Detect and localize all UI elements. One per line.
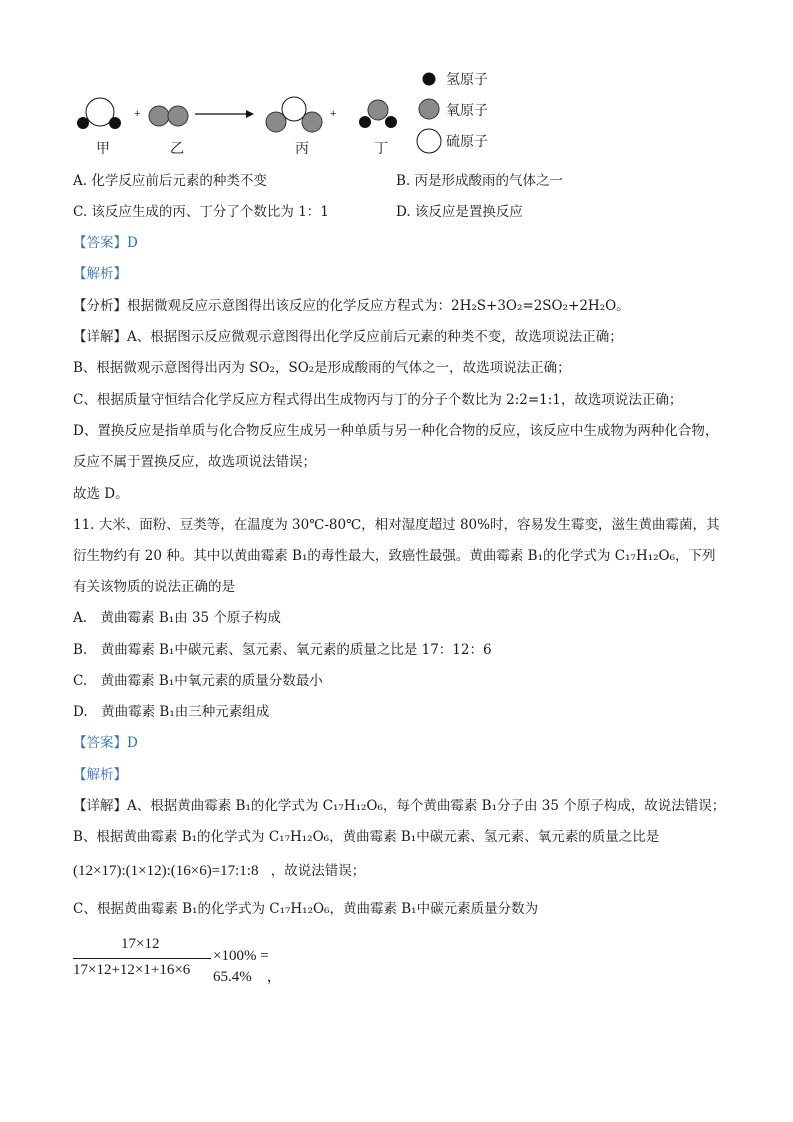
legend-hydrogen-symbol: [423, 73, 436, 86]
legend-oxygen-name: 氧原子: [446, 103, 488, 119]
q11-option-c: C. 黄曲霉素 B₁中氧元素的质量分数最小: [73, 673, 323, 689]
label-bing: 丙: [295, 141, 309, 157]
molecule-jia: [77, 98, 121, 129]
mass-ratio-expression: (12×17):(1×12):(16×6)=17:1:8: [73, 863, 259, 879]
q11-answer: 【答案】D: [73, 735, 138, 751]
q10-option-b: B. 丙是形成酸雨的气体之一: [396, 173, 564, 189]
molecule-bing: [266, 97, 322, 132]
legend-hydrogen-name: 氢原子: [446, 72, 488, 88]
plus-sign-1: +: [134, 108, 141, 120]
q10-option-a: A. 化学反应前后元素的种类不变: [73, 173, 267, 189]
label-ding: 丁: [374, 141, 388, 157]
q11-detail-b: B、根据黄曲霉素 B₁的化学式为 C₁₇H₁₂O₆，黄曲霉素 B₁中碳元素、氢元素、氧元素的质量之比是: [73, 829, 660, 845]
q11-stem-line3: 有关该物质的说法正确的是: [73, 579, 235, 595]
q10-analysis-heading: 【解析】: [73, 266, 127, 282]
molecule-ding: [359, 100, 397, 128]
q10-detail-b: B、根据微观示意图得出丙为 SO₂，SO₂是形成酸雨的气体之一，故选项说法正确；: [73, 360, 571, 376]
q11-mass-ratio: [73, 862, 365, 880]
q11-analysis-heading: 【解析】: [73, 767, 127, 783]
q10-conclusion: 故选 D。: [73, 486, 129, 502]
q10-detail-d-line1: D、置换反应是指单质与化合物反应生成另一种单质与另一种化合物的反应，该反应中生成物为两种化合物，: [73, 423, 719, 439]
q10-detail-d-line2: 反应不属于置换反应，故选项说法错误；: [73, 454, 316, 470]
reaction-diagram: [60, 62, 500, 162]
q11-stem-line1: 11. 大米、面粉、豆类等，在温度为 30℃-80℃，相对湿度超过 80%时，容易发生霉变，滋生黄曲霉菌，其: [73, 517, 720, 533]
q11-option-d: D. 黄曲霉素 B₁由三种元素组成: [73, 704, 270, 720]
q10-option-d: D. 该反应是置换反应: [396, 204, 523, 220]
q11-detail-c: C、根据黄曲霉素 B₁的化学式为 C₁₇H₁₂O₆，黄曲霉素 B₁中碳元素质量分数为: [73, 901, 539, 917]
q10-detail-c: C、根据质量守恒结合化学反应方程式得出生成物丙与丁的分子个数比为 2:2=1:1，故选项说法正确；: [73, 392, 683, 408]
fraction-bar: [73, 958, 211, 959]
q11-option-b: B. 黄曲霉素 B₁中碳元素、氢元素、氧元素的质量之比是 17：12：6: [73, 642, 492, 658]
plus-sign-2: +: [330, 108, 337, 120]
label-jia: 甲: [96, 141, 110, 157]
legend-sulfur-name: 硫原子: [446, 134, 488, 150]
reaction-arrow: [195, 110, 254, 118]
fraction-result: ×100% = 65.4% ，: [213, 948, 282, 985]
q10-detail-a: 【详解】A、根据图示反应微观示意图得出化学反应前后元素的种类不变，故选项说法正确；: [73, 329, 623, 345]
q10-fenxi: 【分析】根据微观反应示意图得出该反应的化学反应方程式为：2H₂S+3O₂=2SO₂+2H₂O。: [73, 298, 630, 314]
q10-option-c: C. 该反应生成的丙、丁分了个数比为 1：1: [73, 204, 329, 220]
molecule-yi: [149, 106, 188, 126]
fraction-numerator: 17×12: [121, 936, 160, 952]
q11-option-a: A. 黄曲霉素 B₁由 35 个原子构成: [73, 610, 281, 626]
fraction-denominator: 17×12+12×1+16×6: [73, 962, 191, 978]
legend-oxygen-symbol: [419, 99, 439, 119]
label-yi: 乙: [170, 141, 184, 157]
q11-detail-a: 【详解】A、根据黄曲霉素 B₁的化学式为 C₁₇H₁₂O₆，每个黄曲霉素 B₁分子由 35 个原子构成，故说法错误；: [73, 798, 726, 814]
q11-stem-line2: 衍生物约有 20 种。其中以黄曲霉素 B₁的毒性最大，致癌性最强。黄曲霉素 B₁的化学式为 C₁₇H₁₂O₆，下列: [73, 548, 716, 564]
q10-answer: 【答案】D: [73, 235, 138, 251]
legend-sulfur-symbol: [417, 129, 441, 153]
mass-ratio-tail: ，故说法错误；: [270, 863, 366, 879]
